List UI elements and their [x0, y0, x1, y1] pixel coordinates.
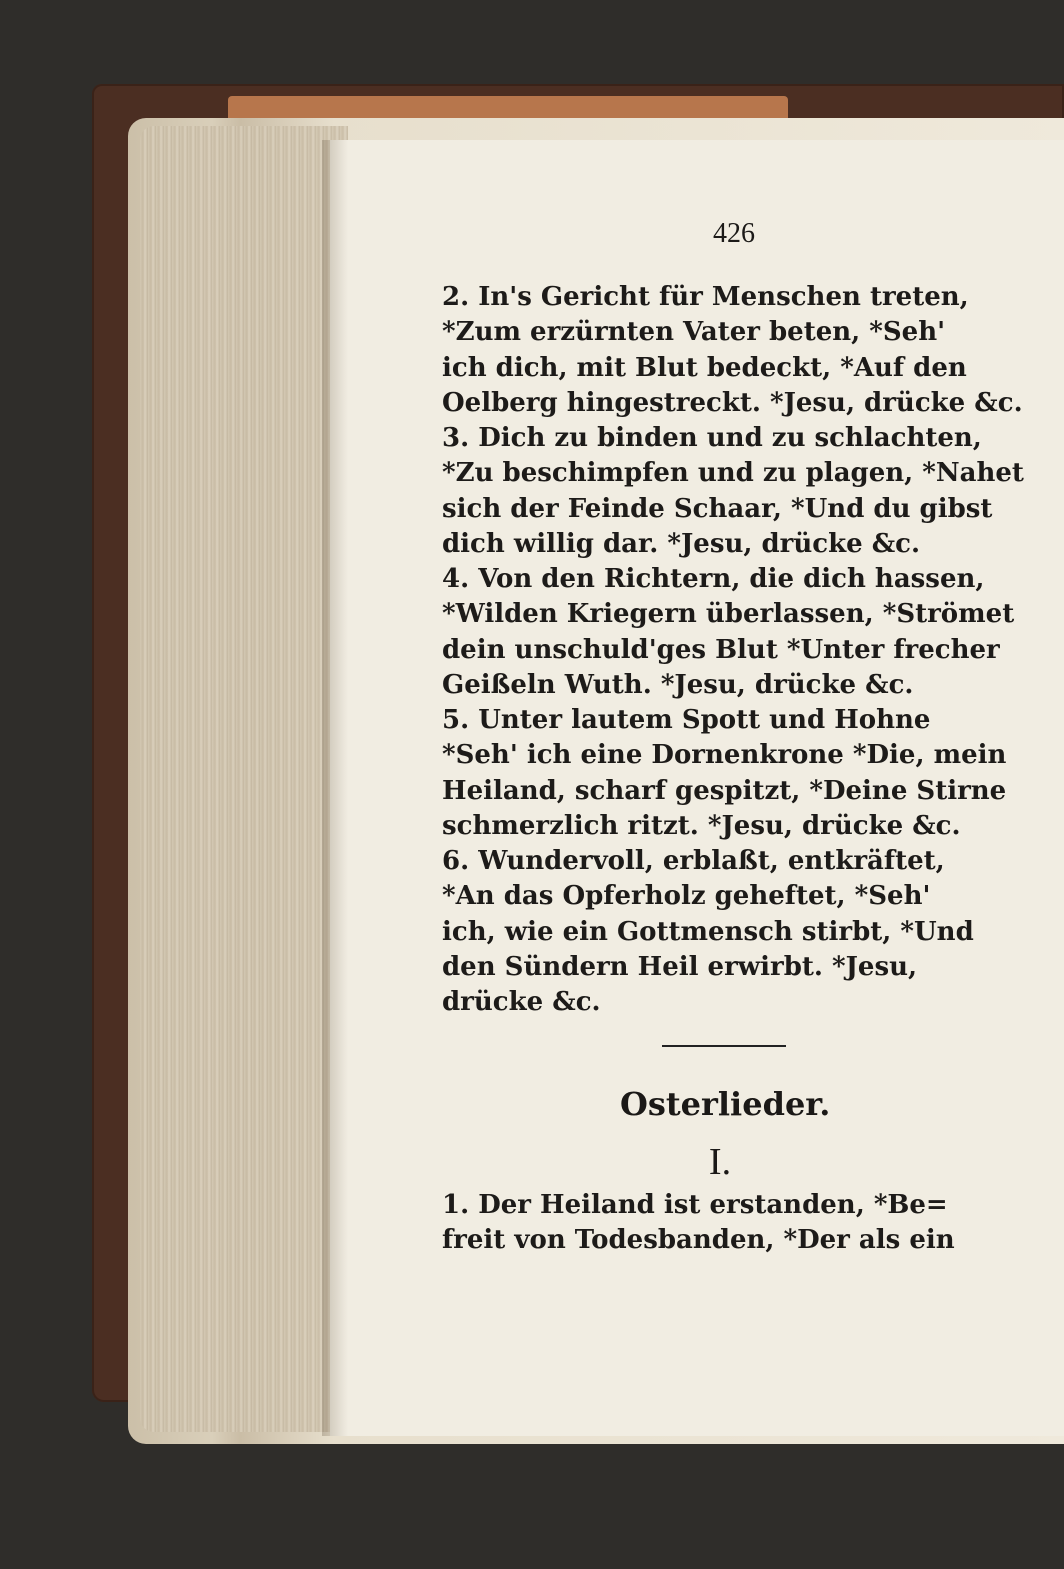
verse-1-next-hymn [442, 1188, 1018, 1259]
verse-line: 5. Unter lautem Spott und Hohne [442, 705, 931, 735]
verse-line: 3. Dich zu binden und zu schlachten, [442, 423, 982, 453]
verse-5 [442, 703, 1018, 844]
verse-line: dein unschuld'ges Blut *Unter frecher [442, 634, 1000, 665]
verse-line: 4. Von den Richtern, die dich hassen, [442, 564, 985, 594]
page-edges [140, 126, 348, 1432]
verse-line: schmerzlich ritzt. *Jesu, drücke &c. [442, 810, 961, 841]
verse-line: freit von Todesbanden, *Der als ein [442, 1225, 955, 1256]
verse-line: Oelberg hingestreckt. *Jesu, drücke &c. [442, 387, 1023, 418]
page-fold-shadow [322, 140, 348, 1436]
verse-2 [442, 280, 1023, 421]
verse-line: 2. In's Gericht für Menschen treten, [442, 282, 969, 312]
section-title: Osterlieder. [620, 1085, 831, 1123]
verse-line: *An das Opferholz geheftet, *Seh' [442, 881, 931, 912]
verse-line: *Zum erzürnten Vater beten, *Seh' [442, 317, 946, 348]
verse-line: *Wilden Kriegern überlassen, *Strömet [442, 599, 1015, 630]
verse-line: Geißeln Wuth. *Jesu, drücke &c. [442, 669, 914, 700]
verse-line: dich willig dar. *Jesu, drücke &c. [442, 528, 921, 559]
verse-4 [442, 562, 1018, 703]
verse-line: *Seh' ich eine Dornenkrone *Die, mein [442, 740, 1007, 771]
verse-line: Heiland, scharf gespitzt, *Deine Stirne [442, 775, 1007, 806]
section-divider [662, 1045, 786, 1047]
verse-line: drücke &c. [442, 987, 601, 1018]
hymn-number: I. [708, 1141, 732, 1183]
verse-line: *Zu beschimpfen und zu plagen, *Nahet [442, 458, 1024, 489]
verse-line: sich der Feinde Schaar, *Und du gibst [442, 493, 993, 524]
verse-line: den Sündern Heil erwirbt. *Jesu, [442, 951, 918, 982]
page-number: 426 [713, 218, 755, 249]
verse-line: ich dich, mit Blut bedeckt, *Auf den [442, 352, 967, 383]
verse-line: 6. Wundervoll, erblaßt, entkräftet, [442, 846, 945, 876]
verse-3 [442, 421, 1024, 562]
verse-6 [442, 844, 1018, 1020]
verse-line: ich, wie ein Gottmensch stirbt, *Und [442, 916, 974, 947]
verse-line: 1. Der Heiland ist erstanden, *Be= [442, 1190, 948, 1220]
